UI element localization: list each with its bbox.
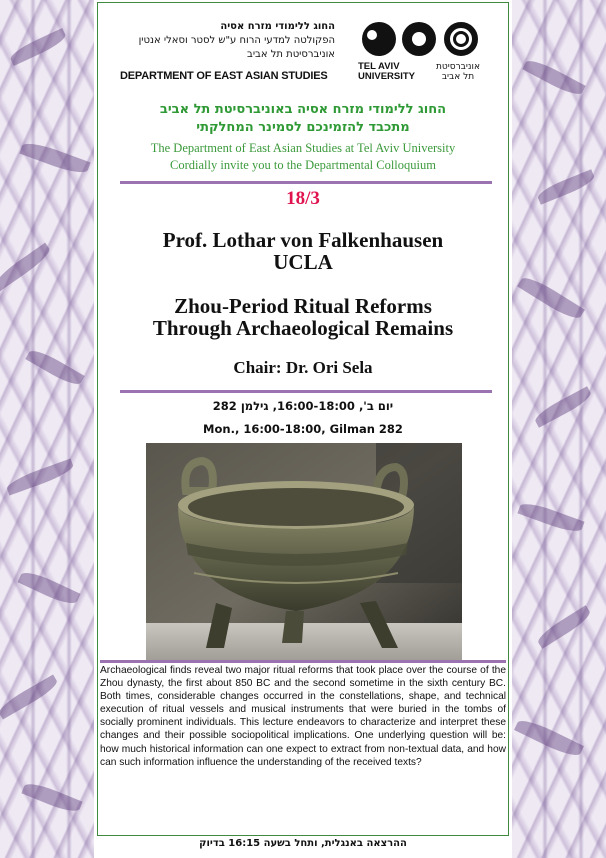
lecture-title-line-2: Through Archaeological Remains xyxy=(152,316,454,340)
ritual-vessel-illustration xyxy=(146,443,462,663)
bamboo-pattern-left xyxy=(0,0,94,858)
logo-text-english: TEL AVIV UNIVERSITY xyxy=(358,61,416,82)
department-hebrew-block xyxy=(120,20,335,62)
speaker-name: Prof. Lothar von Falkenhausen xyxy=(162,228,444,252)
footer-note-hebrew: ההרצאה באנגלית, ותחל בשעה 16:15 בדיוק xyxy=(199,838,407,849)
lecture-title-line-1: Zhou-Period Ritual Reforms xyxy=(174,294,432,318)
divider-top xyxy=(120,181,492,184)
header xyxy=(120,18,492,88)
chair-name: Chair: Dr. Ori Sela xyxy=(233,358,373,377)
bronze-vessel-photo xyxy=(146,443,462,663)
tau-logo xyxy=(358,18,488,80)
invitation-hebrew-line-1: החוג ללימודי מזרח אסיה באוניברסיטת תל אביב xyxy=(159,102,447,117)
time-location-hebrew: יום ב', 16:00-18:00, גילמן 282 xyxy=(212,399,394,413)
department-name-hebrew: החוג ללימודי מזרח אסיה xyxy=(220,21,335,32)
invitation-english-line-1: The Department of East Asian Studies at Tel Aviv University xyxy=(150,141,456,155)
divider-middle xyxy=(120,390,492,393)
faculty-name-hebrew: הפקולטה למדעי הרוח ע"ש לסטר וסאלי אנטין xyxy=(138,35,335,46)
divider-bottom xyxy=(100,660,506,663)
department-name-english: DEPARTMENT OF EAST ASIAN STUDIES xyxy=(120,70,328,82)
event-date: 18/3 xyxy=(286,188,320,209)
bamboo-pattern-right xyxy=(512,0,606,858)
lecture-abstract: Archaeological finds reveal two major ritual reforms that took place over the course of the Zhou dynasty, the first about 850 BC and the second sometime in the sixth century BC. Both times, considerable changes occurred in the constellations, shape, and technical execution of ritual vessels and musical instruments that were buried in the tombs of socially prominent individuals. This lecture endeavors to characterize and interpret these changes and their possible sociopolitical implications. One underlying question will be: how much historical information can one expect to extract from non-textual data, and how can such information influence the understanding of the received texts? xyxy=(100,665,506,768)
logo-text-hebrew: אוניברסיטת תל אביב xyxy=(436,62,480,82)
invitation-hebrew-line-2: מתכבד להזמינכם לסמינר המחלקתי xyxy=(196,120,410,135)
university-name-hebrew: אוניברסיטת תל אביב xyxy=(247,49,335,60)
time-location-english: Mon., 16:00-18:00, Gilman 282 xyxy=(203,422,403,436)
invitation-english-line-2: Cordially invite you to the Departmental Colloquium xyxy=(170,158,436,172)
logo-circles-icon xyxy=(362,22,486,58)
speaker-affiliation: UCLA xyxy=(273,250,333,274)
